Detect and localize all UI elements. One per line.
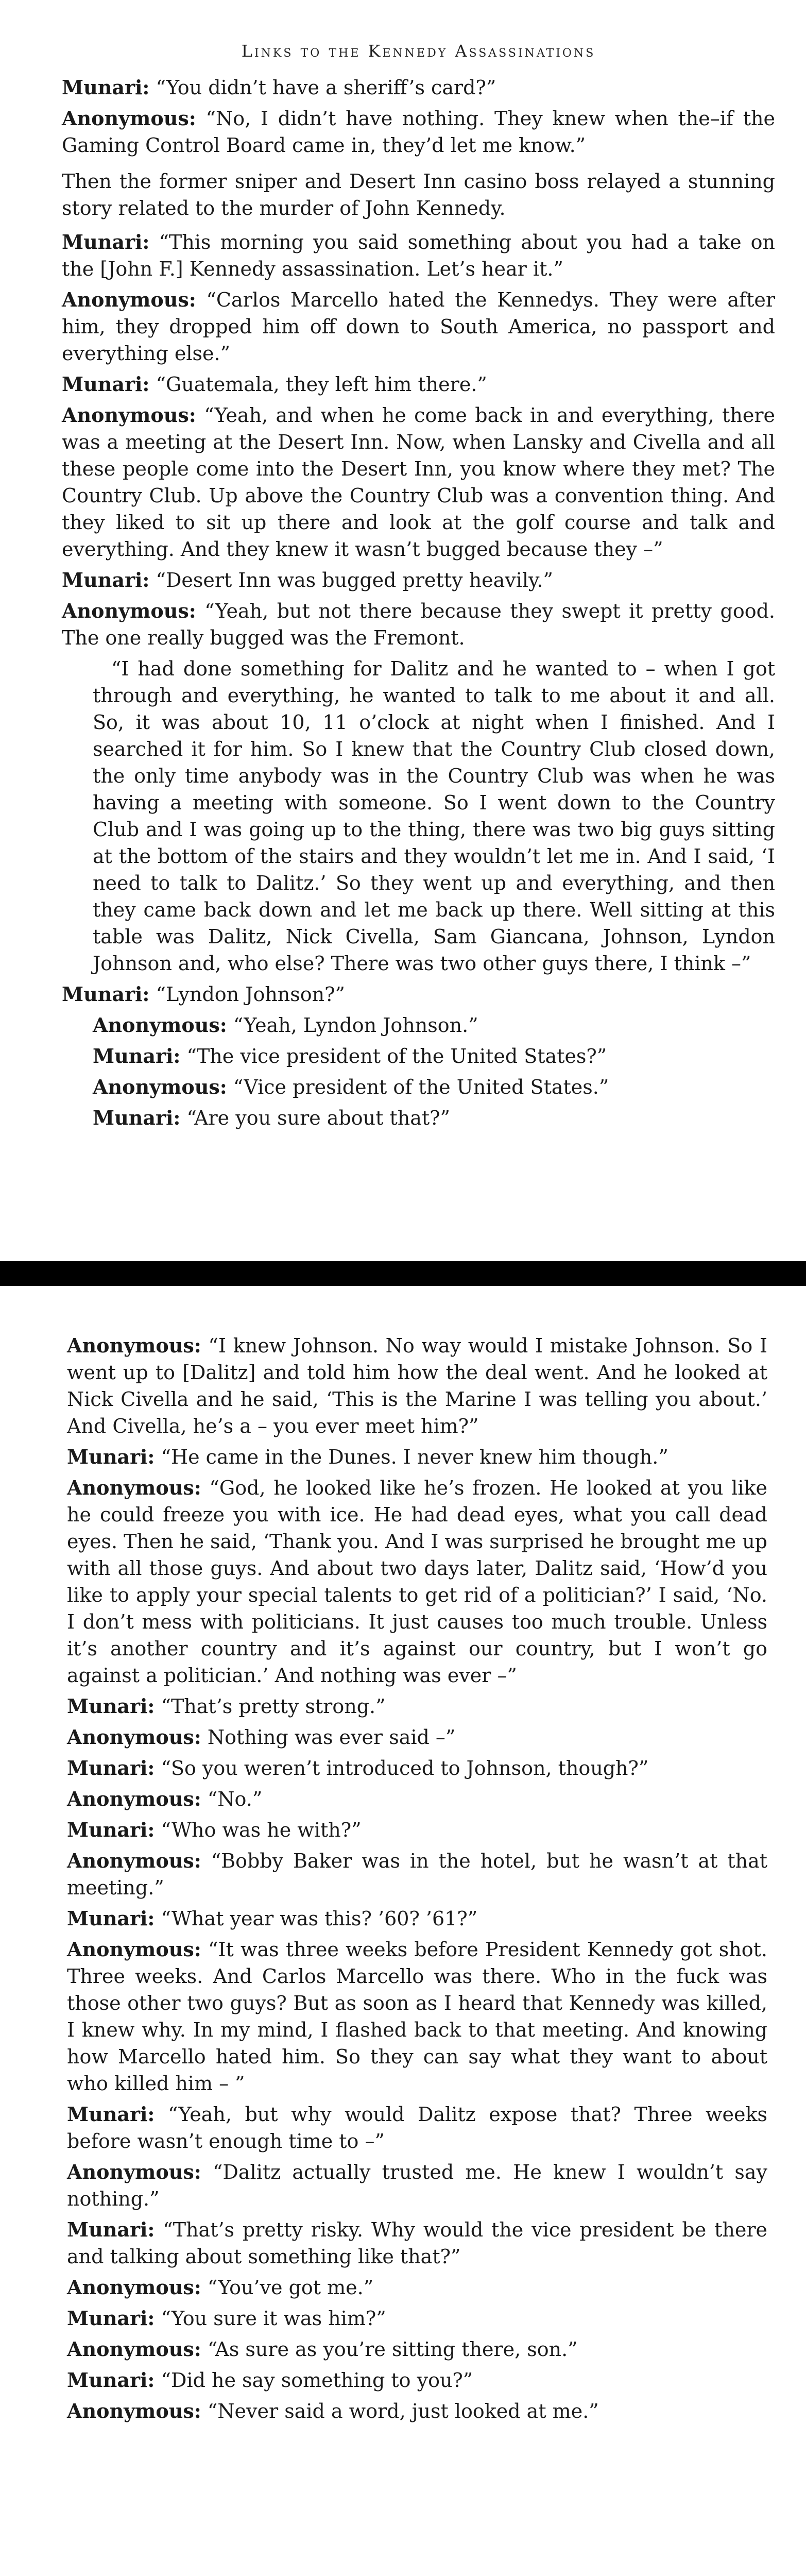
- page-2-body: [67, 1332, 767, 2425]
- speaker-label: Anonymous:: [67, 2276, 201, 2299]
- dialogue-text: “Yeah, but not there because they swept it pretty good. The one really bugged was the Fremont.: [62, 600, 775, 649]
- dialogue-line: [62, 1105, 775, 1131]
- dialogue-line: [67, 1724, 767, 1751]
- speaker-label: Anonymous:: [67, 1849, 201, 1872]
- dialogue-text: “Yeah, Lyndon Johnson.”: [227, 1014, 478, 1037]
- dialogue-text: “Are you sure about that?”: [180, 1107, 450, 1129]
- dialogue-line: [62, 286, 775, 367]
- dialogue-text: “I knew Johnson. No way would I mistake Johnson. So I went up to [Dalitz] and told him how the deal went. And he looked at Nick Civella and he said, ‘This is the Marine I was telling you about.’ And Civella, he’s a – you ever meet him?”: [67, 1334, 767, 1437]
- speaker-label: Anonymous:: [67, 2337, 201, 2361]
- dialogue-text: “Carlos Marcello hated the Kennedys. They were after him, they dropped him off down to South America, no passport and everything else.”: [62, 289, 775, 365]
- dialogue-text: “That’s pretty risky. Why would the vice president be there and talking about something like that?”: [67, 2218, 767, 2268]
- dialogue-line: [67, 2159, 767, 2212]
- speaker-label: Munari:: [67, 2218, 155, 2241]
- page-1: [0, 0, 806, 1261]
- dialogue-text: “So you weren’t introduced to Johnson, though?”: [155, 1757, 649, 1780]
- running-head: Links to the Kennedy Assassinations: [241, 41, 596, 61]
- speaker-label: Munari:: [67, 2103, 155, 2126]
- dialogue-line: [67, 1475, 767, 1689]
- speaker-label: Munari:: [67, 1907, 155, 1930]
- dialogue-line: [62, 371, 775, 398]
- continuation-paragraph: “I had done something for Dalitz and he wanted to – when I got through and everything, he wanted to talk to me about it and all. So, it was about 10, 11 o’clock at night when I finished. And I searched it for him. So I knew that the Country Club closed down, the only time anybody was in the Country Club was when he was having a meeting with someone. So I went down to the Country Club and I was going up to the thing, there was two big guys sitting at the bottom of the stairs and they wouldn’t let me in. And I said, ‘I need to talk to Dalitz.’ So they went up and everything, and then they came back down and let me back up there. Well sitting at this table was Dalitz, Nick Civella, Sam Giancana, Johnson, Lyndon Johnson and, who else? There was two other guys there, I think –”: [93, 657, 775, 975]
- speaker-label: Munari:: [93, 1044, 181, 1067]
- dialogue-line: [62, 598, 775, 651]
- speaker-label: Anonymous:: [62, 403, 196, 427]
- speaker-label: Munari:: [93, 1106, 181, 1129]
- dialogue-line: [67, 1786, 767, 1812]
- speaker-label: Anonymous:: [67, 1787, 201, 1810]
- page-2: [0, 1286, 806, 2576]
- dialogue-line: [62, 105, 775, 159]
- dialogue-line: [62, 1074, 775, 1100]
- dialogue-line: [67, 2336, 767, 2363]
- narration-paragraph: Then the former sniper and Desert Inn casino boss relayed a stunning story related to the murder of John Kennedy.: [62, 170, 775, 219]
- dialogue-text: “Vice president of the United States.”: [227, 1076, 609, 1098]
- dialogue-line: [67, 1755, 767, 1782]
- dialogue-text: “You’ve got me.”: [201, 2276, 374, 2299]
- dialogue-line: [62, 229, 775, 282]
- dialogue-text: “Lyndon Johnson?”: [149, 983, 345, 1006]
- dialogue-line: [67, 1332, 767, 1439]
- dialogue-text: “That’s pretty strong.”: [155, 1695, 386, 1718]
- speaker-label: Anonymous:: [93, 1075, 227, 1098]
- dialogue-text: “Bobby Baker was in the hotel, but he wasn’t at that meeting.”: [67, 1850, 767, 1899]
- speaker-label: Anonymous:: [67, 1334, 201, 1357]
- speaker-label: Munari:: [62, 568, 150, 591]
- dialogue-text: “It was three weeks before President Kennedy got shot. Three weeks. And Carlos Marcello was there. Who in the fuck was those other two guys? But as soon as I heard that Kennedy was killed, I knew why. In my mind, I flashed back to that meeting. And knowing how Marcello hated him. So they can say what they want to about who killed him – ”: [67, 1938, 767, 2095]
- dialogue-line: [62, 981, 775, 1008]
- dialogue-line: [67, 1817, 767, 1843]
- dialogue-text: “God, he looked like he’s frozen. He looked at you like he could freeze you with ice. He had dead eyes, what you call dead eyes. Then he said, ‘Thank you. And I was surprised he brought me up with all those guys. And about two days later, Dalitz said, ‘How’d you like to apply your special talents to get rid of a politician?’ I said, ‘No. I don’t mess with politicians. It just causes too much trouble. Unless it’s another country and it’s against our country, but I won’t go against a politician.’ And nothing was ever –”: [67, 1477, 767, 1687]
- page-separator: [0, 1261, 806, 1286]
- dialogue-text: “He came in the Dunes. I never knew him though.”: [155, 1446, 668, 1468]
- dialogue-text: “Never said a word, just looked at me.”: [201, 2400, 599, 2422]
- dialogue-line: [67, 1848, 767, 1901]
- dialogue-line: [67, 2305, 767, 2332]
- dialogue-line: [67, 1693, 767, 1720]
- dialogue-text: “No, I didn’t have nothing. They knew when the–if the Gaming Control Board came in, they’d let me know.”: [62, 107, 775, 157]
- dialogue-line: [67, 1905, 767, 1932]
- dialogue-line: [62, 1012, 775, 1039]
- speaker-label: Anonymous:: [67, 1725, 201, 1749]
- dialogue-line: [67, 2274, 767, 2301]
- speaker-label: Anonymous:: [67, 2399, 201, 2422]
- dialogue-text: “Guatemala, they left him there.”: [149, 373, 487, 396]
- dialogue-line: [67, 2101, 767, 2155]
- dialogue-text: “No.”: [201, 1788, 263, 1810]
- dialogue-line: [67, 2216, 767, 2270]
- page-1-body: [62, 74, 775, 1131]
- dialogue-text: “Who was he with?”: [155, 1819, 362, 1841]
- dialogue-text: “The vice president of the United States?”: [180, 1045, 607, 1067]
- dialogue-text: “What year was this? ’60? ’61?”: [155, 1907, 478, 1930]
- dialogue-text: “Yeah, but why would Dalitz expose that? Three weeks before wasn’t enough time to –”: [67, 2103, 767, 2153]
- speaker-label: Anonymous:: [67, 1938, 201, 1961]
- dialogue-line: [62, 74, 775, 101]
- dialogue-text: “Yeah, and when he come back in and everything, there was a meeting at the Desert Inn. Now, when Lansky and Civella and all these people come into the Desert Inn, you know where they met? The Country Club. Up above the Country Club was a convention thing. And they liked to sit up there and look at the golf course and talk and everything. And they knew it wasn’t bugged because they –”: [62, 404, 775, 561]
- speaker-label: Munari:: [62, 230, 150, 253]
- dialogue-text: “You sure it was him?”: [155, 2307, 386, 2330]
- speaker-label: Munari:: [67, 1818, 155, 1841]
- speaker-label: Anonymous:: [93, 1013, 227, 1037]
- dialogue-line: [62, 402, 775, 563]
- dialogue-line: [62, 1043, 775, 1070]
- dialogue-line: [67, 2398, 767, 2425]
- speaker-label: Munari:: [67, 1694, 155, 1718]
- speaker-label: Munari:: [67, 2307, 155, 2330]
- speaker-label: Munari:: [62, 372, 150, 396]
- speaker-label: Munari:: [67, 1445, 155, 1468]
- dialogue-line: [67, 2367, 767, 2394]
- dialogue-text: “Desert Inn was bugged pretty heavily.”: [149, 569, 553, 591]
- dialogue-line: [67, 1936, 767, 2097]
- dialogue-text: Nothing was ever said –”: [201, 1726, 456, 1749]
- speaker-label: Anonymous:: [67, 2160, 201, 2183]
- speaker-label: Munari:: [62, 982, 150, 1006]
- dialogue-line: [67, 1444, 767, 1470]
- speaker-label: Munari:: [67, 1756, 155, 1780]
- speaker-label: Anonymous:: [62, 288, 196, 311]
- speaker-label: Anonymous:: [67, 1476, 201, 1499]
- speaker-label: Munari:: [67, 2368, 155, 2392]
- dialogue-line: [62, 567, 775, 594]
- dialogue-text: “You didn’t have a sheriff’s card?”: [149, 76, 496, 99]
- speaker-label: Anonymous:: [62, 599, 196, 622]
- speaker-label: Munari:: [62, 76, 150, 99]
- speaker-label: Anonymous:: [62, 107, 196, 130]
- dialogue-text: “Dalitz actually trusted me. He knew I wouldn’t say nothing.”: [67, 2161, 767, 2210]
- dialogue-text: “This morning you said something about you had a take on the [John F.] Kennedy assassination. Let’s hear it.”: [62, 231, 775, 280]
- dialogue-text: “As sure as you’re sitting there, son.”: [201, 2338, 578, 2361]
- dialogue-text: “Did he say something to you?”: [155, 2369, 473, 2392]
